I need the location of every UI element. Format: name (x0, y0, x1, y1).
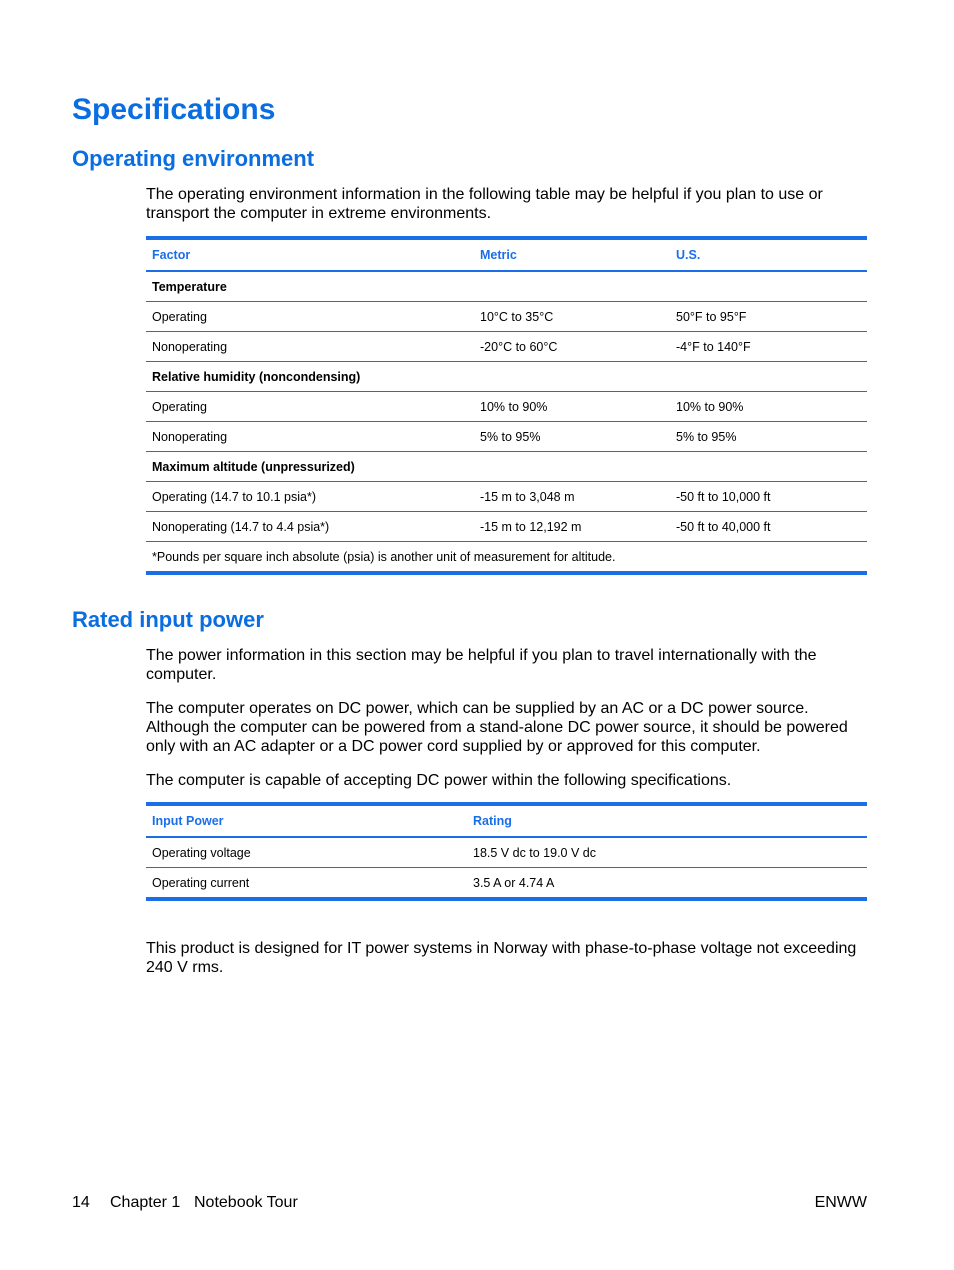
table-cell-input-power: Operating voltage (152, 845, 251, 860)
column-header-metric: Metric (480, 248, 517, 262)
table-cell-factor: Operating (14.7 to 10.1 psia*) (152, 489, 316, 504)
column-header-factor: Factor (152, 248, 191, 262)
table-row (146, 482, 867, 512)
table-row (146, 422, 867, 452)
column-header-us: U.S. (676, 248, 701, 262)
table-row (146, 868, 867, 900)
table-header-row (146, 804, 867, 837)
footer-page-number: 14 (72, 1194, 90, 1211)
table-group-row (146, 271, 867, 302)
table-cell-factor: Operating (152, 399, 207, 414)
column-header-input-power: Input Power (152, 814, 224, 828)
rated-input-power-paragraph-1: The power information in this section may be helpful if you plan to travel internationally with the computer. (146, 647, 817, 683)
operating-environment-table (146, 236, 867, 575)
section-heading-operating-environment: Operating environment (72, 146, 315, 171)
table-cell-factor: Nonoperating (14.7 to 4.4 psia*) (152, 519, 330, 534)
table-group-row (146, 452, 867, 482)
operating-environment-intro: The operating environment information in the following table may be helpful if you plan to use or transport the computer in extreme environments. (146, 186, 823, 222)
table-group-row (146, 362, 867, 392)
group-label-temperature: Temperature (152, 279, 227, 294)
table-cell-metric: -20°C to 60°C (480, 339, 558, 354)
table-cell-us: 50°F to 95°F (676, 309, 747, 324)
table-cell-metric: -15 m to 12,192 m (480, 519, 582, 534)
table-row (146, 302, 867, 332)
table-cell-metric: 5% to 95% (480, 429, 541, 444)
group-label-relative-humidity: Relative humidity (noncondensing) (152, 369, 361, 384)
table-cell-factor: Nonoperating (152, 429, 228, 444)
table-cell-us: -4°F to 140°F (676, 339, 751, 354)
rated-input-power-paragraph-2: The computer operates on DC power, which can be supplied by an AC or a DC power source. Although the computer can be powered from a stand-alone DC power source, it should be powered only with an AC adapter or a DC power cord supplied by or approved for this computer. (146, 700, 848, 755)
table-cell-factor: Nonoperating (152, 339, 228, 354)
column-header-rating: Rating (473, 814, 512, 828)
table-row (146, 512, 867, 542)
table-cell-factor: Operating (152, 309, 207, 324)
table-footnote-row (146, 542, 867, 574)
footer-chapter-title: Notebook Tour (194, 1194, 298, 1211)
section-heading-rated-input-power: Rated input power (72, 607, 264, 632)
footer-chapter: Chapter 1 (110, 1194, 181, 1211)
table-cell-input-power: Operating current (152, 875, 250, 890)
norway-power-note: This product is designed for IT power systems in Norway with phase-to-phase voltage not exceeding 240 V rms. (146, 940, 857, 976)
rated-input-power-table (146, 802, 867, 901)
table-row (146, 392, 867, 422)
table-cell-us: 10% to 90% (676, 399, 744, 414)
table-cell-metric: 10°C to 35°C (480, 309, 554, 324)
table-cell-rating: 18.5 V dc to 19.0 V dc (473, 845, 596, 860)
table-row (146, 332, 867, 362)
table-cell-metric: 10% to 90% (480, 399, 548, 414)
table-row (146, 837, 867, 868)
rated-input-power-paragraph-3: The computer is capable of accepting DC power within the following specifications. (146, 772, 732, 789)
table-cell-us: -50 ft to 40,000 ft (676, 519, 771, 534)
table-cell-us: -50 ft to 10,000 ft (676, 489, 771, 504)
page-title: Specifications (72, 93, 276, 126)
table-footnote: *Pounds per square inch absolute (psia) is another unit of measurement for altitude. (152, 549, 616, 564)
table-cell-us: 5% to 95% (676, 429, 737, 444)
footer-document-code: ENWW (814, 1194, 867, 1211)
table-cell-metric: -15 m to 3,048 m (480, 489, 575, 504)
table-cell-rating: 3.5 A or 4.74 A (473, 875, 555, 890)
group-label-maximum-altitude: Maximum altitude (unpressurized) (152, 459, 355, 474)
table-header-row (146, 238, 867, 271)
